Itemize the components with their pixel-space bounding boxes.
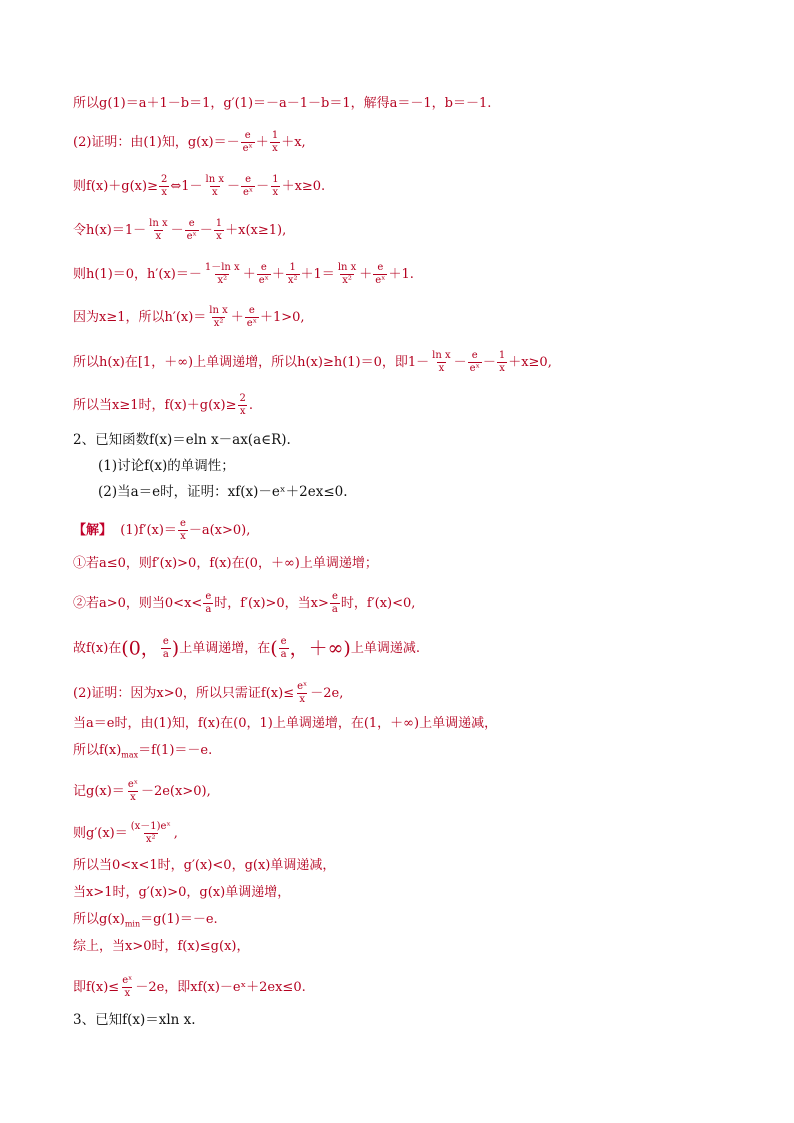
- fraction-numerator: ln x: [149, 218, 168, 229]
- math-text: 时，f′(x)>0，当x>: [214, 596, 329, 611]
- math-text: 所以g(x): [73, 912, 125, 927]
- fraction: [336, 262, 358, 287]
- fraction-numerator: e: [248, 305, 255, 316]
- fraction-denominator: x: [155, 231, 162, 242]
- solution-line-7: [73, 350, 552, 375]
- math-text: 则g′(x)＝: [73, 826, 128, 841]
- fraction: [270, 130, 280, 155]
- math-text: －2e(x>0),: [140, 784, 211, 799]
- fraction-numerator: 1: [215, 218, 223, 229]
- math-text: 上单调递减.: [350, 641, 420, 656]
- fraction-numerator: e: [245, 174, 252, 185]
- fraction-denominator: eˣ: [242, 143, 253, 154]
- fraction: [161, 636, 171, 661]
- math-text: 记g(x)＝: [73, 784, 125, 799]
- fraction-numerator: e: [162, 636, 169, 647]
- fraction: [185, 218, 199, 243]
- fraction-denominator: x: [180, 531, 186, 542]
- fraction-denominator: eˣ: [258, 275, 269, 286]
- math-text: ＋x≥0.: [281, 179, 326, 194]
- math-text: ＋: [359, 267, 373, 282]
- math-text: .: [248, 398, 253, 413]
- answer-line-8: [73, 779, 211, 804]
- math-text: 2、已知函数f(x)＝eln x－ax(a∈R).: [73, 432, 291, 448]
- math-text: 则h(1)＝0，h′(x)＝－: [73, 267, 202, 282]
- math-text: ＋: [230, 310, 244, 325]
- math-text: －2e，即xf(x)－eˣ＋2ex≤0.: [135, 980, 306, 995]
- fraction-denominator: x: [216, 231, 222, 242]
- fraction-denominator: x²: [342, 275, 352, 286]
- fraction-numerator: e: [244, 130, 251, 141]
- fraction-numerator: ln x: [337, 262, 357, 273]
- math-text: ①若a≤0，则f′(x)>0，f(x)在(0，＋∞)上单调递增；: [73, 556, 378, 571]
- solution-line-2: [73, 130, 306, 155]
- math-text: －2e,: [310, 686, 344, 701]
- fraction-denominator: x²: [217, 275, 228, 286]
- math-text: max: [121, 750, 139, 760]
- fraction-denominator: x: [239, 406, 246, 417]
- fraction-denominator: x: [130, 792, 136, 803]
- math-text: 所以当0<x<1时，g′(x)<0，g(x)单调递减，: [73, 858, 336, 873]
- fraction-denominator: eˣ: [246, 318, 257, 329]
- fraction-numerator: eˣ: [297, 681, 308, 692]
- answer-line-13: [73, 938, 249, 956]
- fraction: [204, 174, 226, 199]
- fraction: [178, 518, 188, 543]
- answer-tag: 【解】: [73, 523, 113, 538]
- fraction: [203, 591, 213, 616]
- math-text: ＋1＝: [300, 267, 335, 282]
- answer-line-7: [73, 742, 212, 760]
- math-text: 则f(x)＋g(x)≥: [73, 179, 158, 194]
- fraction: [430, 350, 452, 375]
- answer-line-4: [73, 636, 420, 661]
- math-text: 所以h(x)在[1，＋∞)上单调递增，所以h(x)≥h(1)＝0，即1－: [73, 355, 430, 370]
- question-3-title: [73, 1011, 196, 1029]
- fraction: [237, 393, 247, 418]
- fraction: [279, 636, 289, 661]
- math-text: (1)讨论f(x)的单调性；: [98, 458, 235, 474]
- math-text: ): [171, 637, 180, 660]
- math-text: ＋: [271, 267, 285, 282]
- math-text: (: [270, 637, 278, 660]
- fraction: [203, 262, 242, 287]
- math-text: ＋x,: [281, 135, 306, 150]
- math-text: －: [227, 179, 241, 194]
- math-text: 所以g(1)＝a＋1－b＝1，g′(1)＝－a－1－b＝1，解得a＝－1，b＝－1.: [73, 96, 492, 111]
- math-text: ＋x(x≥1),: [225, 223, 287, 238]
- math-text: ＝f(1)＝－e.: [138, 743, 213, 758]
- math-text: min: [124, 919, 141, 929]
- math-text: (2)证明：由(1)知，g(x)＝－: [73, 135, 240, 150]
- math-text: －: [256, 179, 270, 194]
- answer-line-1: [73, 518, 250, 543]
- fraction-numerator: 2: [160, 174, 168, 185]
- answer-line-2: [73, 555, 378, 573]
- fraction: [373, 262, 387, 287]
- fraction: [257, 262, 271, 287]
- math-text: －: [482, 355, 496, 370]
- fraction-denominator: x²: [213, 318, 224, 329]
- math-text: ＋x≥0,: [508, 355, 552, 370]
- question-2-part-1: [98, 457, 235, 475]
- fraction-denominator: x: [499, 363, 505, 374]
- fraction-numerator: ln x: [209, 305, 228, 316]
- fraction-denominator: x: [161, 187, 167, 198]
- fraction-numerator: 1: [498, 350, 506, 361]
- fraction: [147, 218, 169, 243]
- fraction-denominator: x: [299, 694, 305, 705]
- fraction-numerator: 1: [289, 262, 296, 273]
- fraction: [207, 305, 229, 330]
- math-text: 当x>1时，g′(x)>0，g(x)单调递增，: [73, 885, 291, 900]
- fraction-numerator: e: [179, 518, 186, 529]
- math-text: －: [453, 355, 467, 370]
- fraction: [126, 779, 140, 804]
- answer-line-10: [73, 857, 335, 875]
- math-text: 上单调递增，在: [179, 641, 271, 656]
- answer-line-9: [73, 821, 178, 846]
- math-text: 时，f′(x)<0,: [340, 596, 416, 611]
- math-text: ,: [173, 826, 178, 841]
- fraction: [497, 350, 507, 375]
- fraction-numerator: e: [205, 591, 212, 602]
- fraction-numerator: (x－1)eˣ: [130, 821, 171, 832]
- fraction-numerator: e: [280, 636, 287, 647]
- fraction-numerator: 1－ln x: [204, 262, 240, 273]
- fraction-denominator: x: [272, 143, 278, 154]
- fraction-numerator: eˣ: [127, 779, 138, 790]
- math-text: 3、已知f(x)＝xln x.: [73, 1012, 196, 1028]
- fraction-numerator: ln x: [432, 350, 451, 361]
- math-text: －: [170, 223, 184, 238]
- fraction-denominator: x: [211, 187, 218, 198]
- solution-line-5: [73, 262, 414, 287]
- fraction-numerator: e: [377, 262, 384, 273]
- question-2-title: [73, 431, 291, 449]
- math-text: ⇔1－: [170, 179, 203, 194]
- math-text: －: [199, 223, 213, 238]
- answer-line-11: [73, 884, 290, 902]
- fraction-denominator: eˣ: [375, 275, 386, 286]
- fraction-denominator: a: [331, 604, 338, 615]
- fraction: [120, 975, 134, 1000]
- fraction-numerator: e: [471, 350, 478, 361]
- fraction-numerator: 1: [272, 174, 279, 185]
- math-text: ＝g(1)＝－e.: [140, 912, 218, 927]
- math-text: ＋: [242, 267, 256, 282]
- answer-line-12: [73, 911, 218, 929]
- math-text: ＋1>0,: [259, 310, 305, 325]
- solution-line-4: [73, 218, 286, 243]
- solution-line-8: [73, 393, 253, 418]
- math-text: 因为x≥1，所以h′(x)＝: [73, 310, 207, 325]
- answer-line-5: [73, 681, 343, 706]
- fraction: [159, 174, 169, 199]
- answer-line-3: [73, 591, 415, 616]
- fraction: [241, 130, 255, 155]
- fraction-numerator: ln x: [205, 174, 224, 185]
- fraction: [330, 591, 340, 616]
- fraction-denominator: eˣ: [469, 363, 480, 374]
- solution-line-3: [73, 174, 325, 199]
- fraction-denominator: a: [280, 649, 287, 660]
- fraction-numerator: eˣ: [122, 975, 133, 986]
- answer-line-6: [73, 715, 497, 733]
- fraction: [468, 350, 482, 375]
- fraction: [214, 218, 224, 243]
- fraction: [270, 174, 280, 199]
- fraction-numerator: 1: [271, 130, 279, 141]
- math-text: ＋1.: [388, 267, 414, 282]
- fraction-denominator: a: [205, 604, 212, 615]
- math-text: ，＋∞): [289, 637, 351, 660]
- math-text: ＋: [255, 135, 269, 150]
- math-text: 当a＝e时，由(1)知，f(x)在(0，1)上单调递增，在(1，＋∞)上单调递减，: [73, 716, 498, 731]
- math-text: 故f(x)在: [73, 641, 122, 656]
- math-text: 所以当x≥1时，f(x)＋g(x)≥: [73, 398, 237, 413]
- fraction: [286, 262, 300, 287]
- fraction-numerator: 2: [239, 393, 246, 404]
- fraction-numerator: e: [331, 591, 338, 602]
- math-text: 所以f(x): [73, 743, 122, 758]
- math-text: (2)当a＝e时，证明：xf(x)－eˣ＋2ex≤0.: [98, 484, 348, 500]
- fraction: [129, 821, 173, 846]
- fraction-denominator: x: [272, 187, 279, 198]
- fraction-denominator: eˣ: [243, 187, 254, 198]
- fraction: [295, 681, 309, 706]
- fraction-denominator: eˣ: [186, 231, 197, 242]
- fraction-denominator: x: [124, 988, 131, 999]
- math-text: 令h(x)＝1－: [73, 223, 147, 238]
- fraction-denominator: x²: [287, 275, 298, 286]
- fraction: [241, 174, 255, 199]
- fraction-denominator: x²: [145, 834, 156, 845]
- fraction-denominator: x: [438, 363, 445, 374]
- fraction-numerator: e: [188, 218, 195, 229]
- question-2-part-2: [98, 483, 348, 501]
- math-text: 综上，当x>0时，f(x)≤g(x)，: [73, 939, 250, 954]
- fraction: [245, 305, 259, 330]
- fraction-numerator: e: [260, 262, 267, 273]
- math-text: ②若a>0，则当0<x<: [73, 596, 203, 611]
- fraction-denominator: a: [162, 649, 169, 660]
- math-text: (1)f′(x)＝: [120, 523, 177, 538]
- math-text: (2)证明：因为x>0，所以只需证f(x)≤: [73, 686, 295, 701]
- answer-line-14: [73, 975, 306, 1000]
- solution-line-1: [73, 95, 491, 113]
- solution-line-6: [73, 305, 305, 330]
- math-text: 即f(x)≤: [73, 980, 120, 995]
- math-text: (0，: [121, 637, 160, 660]
- math-text: －a(x>0),: [188, 523, 251, 538]
